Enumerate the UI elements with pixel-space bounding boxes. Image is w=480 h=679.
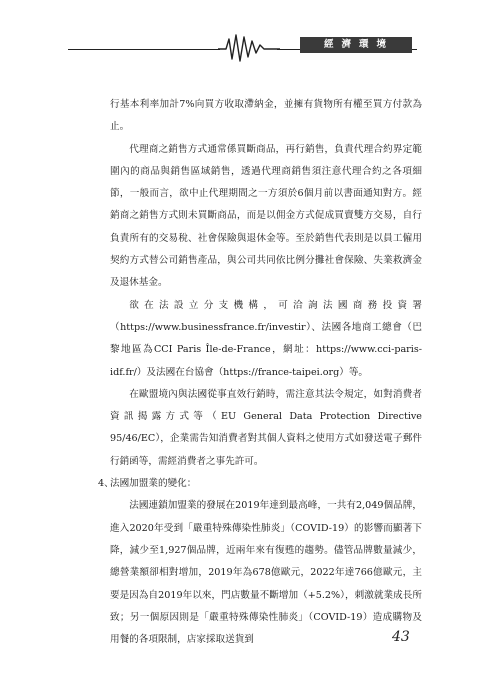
paragraph-continuation: 行基本利率加計7%向買方收取滯納金，並擁有貨物所有權至買方付款為止。: [110, 99, 422, 133]
header-title: 經濟環境: [300, 37, 412, 53]
section-number: 4、: [98, 478, 114, 490]
section-title: 法國加盟業的變化：: [110, 478, 197, 490]
document-body: [98, 94, 422, 651]
header-rule-left: [68, 49, 220, 50]
paragraph-direct-marketing: 在歐盟境內與法國從事直效行銷時，需注意其法令規定，如對消費者資訊揭露方式等（EU General Data Protection Directive 95/46/EC），企業需告知消費者對其個人資料之使用方式如發送電子郵件行銷函等，需經消費者之事先許可。: [110, 388, 422, 467]
pulse-wave-icon: [218, 31, 280, 65]
paragraph-franchise: 法國連鎖加盟業的發展在2019年達到最高峰，一共有2,049個品牌，進入2020年受到「嚴重特殊傳染性肺炎」（COVID-19）的影響而顯著下降，減少至1,927個品牌，近兩年來有復甦的趨勢。儘管品牌數量減少，總營業額卻相對增加，2019年為678億歐元，2022年達766億歐元，主要是因為自2019年以來，門店數量不斷增加（+5.2%），刺激就業成長所致；另一個原因則是「嚴重特殊傳染性肺炎」（COVID-19）造成購物及用餐的各項限制，店家採取送貨到: [110, 500, 422, 646]
paragraph-branch-office: 欲在法設立分支機構，可洽詢法國商務投資署（https://www.businessfrance.fr/investir）、法國各地商工總會（巴黎地區為CCI Paris Île-de-France，網址：https://www.cci-paris-idf.fr/）及法國在台協會（https://france-taipei.org）等。: [110, 299, 422, 378]
paragraph-agents: 代理商之銷售方式通常係買斷商品，再行銷售，負責代理合約界定範圍內的商品與銷售區域銷售，透過代理商銷售須注意代理合約之各項細節，一般而言，欲中止代理期間之一方須於6個月前以書面通知對方。經銷商之銷售方式則未買斷商品，而是以佣金方式促成買賣雙方交易，自行負責所有的交易稅、社會保險與退休金等。至於銷售代表則是以員工僱用契約方式替公司銷售產品，與公司共同依比例分攤社會保險、失業救濟金及退休基金。: [110, 143, 422, 289]
section-heading: [98, 473, 422, 495]
page-header: [0, 28, 480, 68]
page-number: 43: [392, 629, 410, 645]
